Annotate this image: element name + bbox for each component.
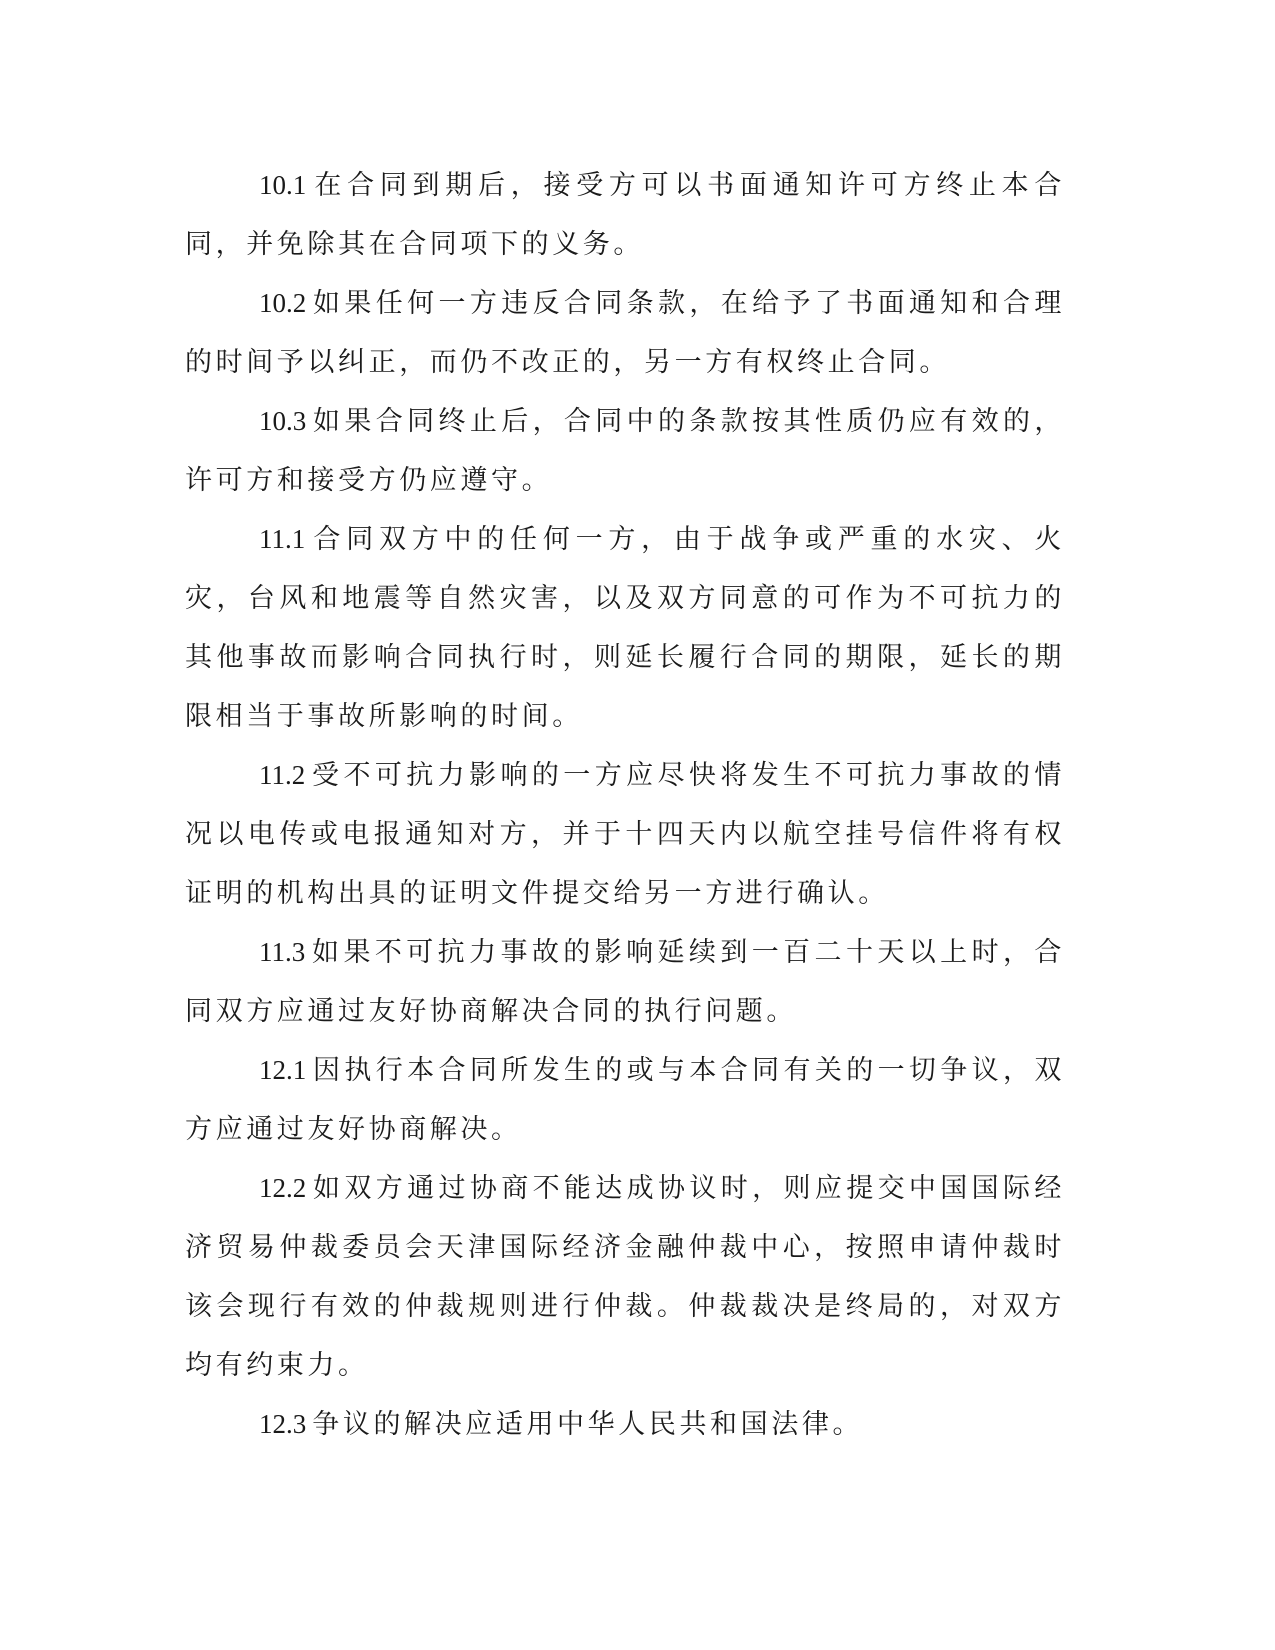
- clause-text: 在合同到期后，接受方可以书面通知许可方终止本合同，并免除其在合同项下的义务。: [185, 170, 1065, 260]
- clause-text: 受不可抗力影响的一方应尽快将发生不可抗力事故的情况以电传或电报通知对方，并于十四天内以航空挂号信件将有权证明的机构出具的证明文件提交给另一方进行确认。: [185, 760, 1065, 909]
- clause-number: 12.2: [259, 1173, 307, 1203]
- clause-10-2: [185, 274, 1065, 392]
- clause-number: 11.1: [259, 524, 306, 554]
- clause-10-3: [185, 392, 1065, 510]
- clause-11-2: [185, 746, 1065, 923]
- clause-text: 因执行本合同所发生的或与本合同有关的一切争议，双方应通过友好协商解决。: [185, 1055, 1065, 1145]
- document-body: [185, 156, 1065, 1454]
- clause-12-2: [185, 1159, 1065, 1395]
- clause-text: 如果不可抗力事故的影响延续到一百二十天以上时，合同双方应通过友好协商解决合同的执行问题。: [185, 937, 1065, 1027]
- clause-number: 12.3: [259, 1409, 307, 1439]
- clause-10-1: [185, 156, 1065, 274]
- clause-number: 12.1: [259, 1055, 307, 1085]
- clause-number: 11.2: [259, 760, 306, 790]
- clause-number: 10.3: [259, 406, 307, 436]
- clause-12-1: [185, 1041, 1065, 1159]
- clause-12-3: [185, 1395, 1065, 1454]
- clause-11-1: [185, 510, 1065, 746]
- clause-text: 如双方通过协商不能达成协议时，则应提交中国国际经济贸易仲裁委员会天津国际经济金融仲裁中心，按照申请仲裁时该会现行有效的仲裁规则进行仲裁。仲裁裁决是终局的，对双方均有约束力。: [185, 1173, 1065, 1381]
- clause-text: 争议的解决应适用中华人民共和国法律。: [312, 1409, 864, 1440]
- clause-text: 合同双方中的任何一方，由于战争或严重的水灾、火灾，台风和地震等自然灾害，以及双方同意的可作为不可抗力的其他事故而影响合同执行时，则延长履行合同的期限，延长的期限相当于事故所影响的时间。: [185, 524, 1065, 732]
- clause-text: 如果任何一方违反合同条款，在给予了书面通知和合理的时间予以纠正，而仍不改正的，另一方有权终止合同。: [185, 288, 1065, 378]
- clause-number: 10.1: [259, 170, 307, 200]
- clause-text: 如果合同终止后，合同中的条款按其性质仍应有效的，许可方和接受方仍应遵守。: [185, 406, 1065, 496]
- clause-number: 11.3: [259, 937, 306, 967]
- clause-number: 10.2: [259, 288, 307, 318]
- clause-11-3: [185, 923, 1065, 1041]
